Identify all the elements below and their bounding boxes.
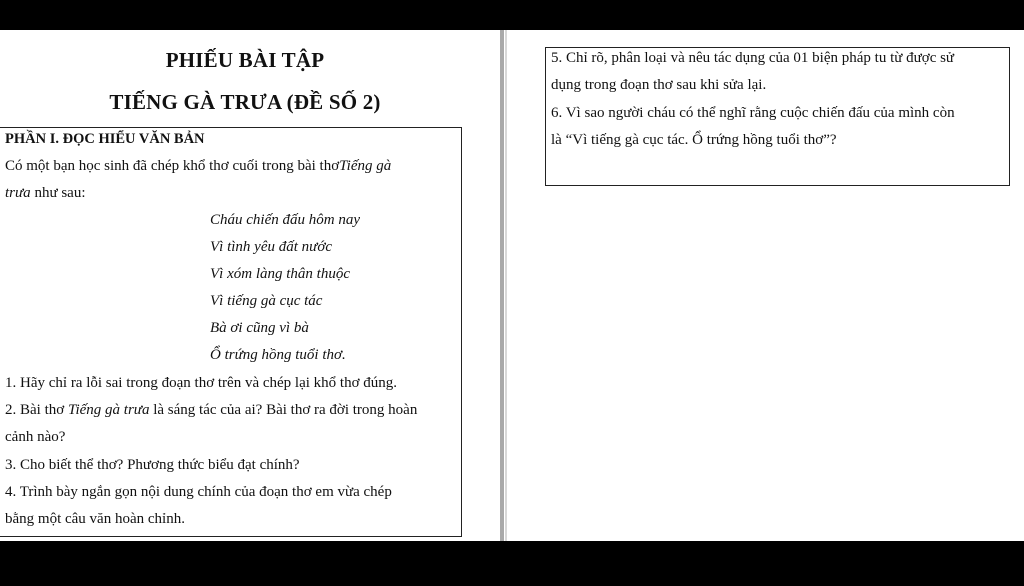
- question-5-cont: dụng trong đoạn thơ sau khi sửa lại.: [551, 77, 767, 93]
- intro-text: Có một bạn học sinh đã chép khổ thơ cuối trong bài thơTiếng gà: [5, 158, 392, 174]
- question-1: 1. Hãy chỉ ra lỗi sai trong đoạn thơ trên và chép lại khổ thơ đúng.: [5, 375, 398, 391]
- question-6-cont: là “Vì tiếng gà cục tác. Ổ trứng hồng tuổi thơ”?: [551, 132, 837, 148]
- question-4: 4. Trình bày ngắn gọn nội dung chính của đoạn thơ em vừa chép: [5, 484, 392, 500]
- question-2-cont: cảnh nào?: [5, 429, 66, 445]
- section-heading: PHẦN I. ĐỌC HIỂU VĂN BẢN: [5, 131, 205, 147]
- poem-line: Cháu chiến đấu hôm nay: [210, 212, 360, 228]
- page-divider: [500, 30, 504, 541]
- poem-title-ref: Tiếng gà: [339, 158, 392, 174]
- worksheet-subtitle: TIẾNG GÀ TRƯA (ĐỀ SỐ 2): [109, 90, 381, 114]
- intro-line-1: [5, 156, 457, 176]
- poem-line: Ổ trứng hồng tuổi thơ.: [210, 347, 346, 363]
- question-3: 3. Cho biết thể thơ? Phương thức biểu đạt chính?: [5, 457, 300, 473]
- question-4-cont: bằng một câu văn hoàn chỉnh.: [5, 511, 185, 527]
- intro-line-2: trưa như sau:: [5, 185, 86, 201]
- poem-line: Vì tiếng gà cục tác: [210, 293, 323, 309]
- worksheet-page: [0, 30, 1024, 541]
- worksheet-title: PHIẾU BÀI TẬP: [165, 48, 325, 72]
- poem-line: Bà ơi cũng vì bà: [210, 320, 309, 336]
- poem-line: Vì tình yêu đất nước: [210, 239, 332, 255]
- question-2: 2. Bài thơ Tiếng gà trưa là sáng tác của ai? Bài thơ ra đời trong hoàn: [5, 402, 418, 418]
- poem-title-ref-cont: trưa: [5, 185, 31, 201]
- question-5: 5. Chỉ rõ, phân loại và nêu tác dụng của 01 biện pháp tu từ được sử: [551, 50, 955, 66]
- page-divider-shadow: [505, 30, 507, 541]
- poem-title-ref: Tiếng gà trưa: [67, 402, 150, 418]
- question-6: 6. Vì sao người cháu có thể nghĩ rằng cuộc chiến đấu của mình còn: [551, 105, 955, 121]
- poem-line: Vì xóm làng thân thuộc: [210, 266, 350, 282]
